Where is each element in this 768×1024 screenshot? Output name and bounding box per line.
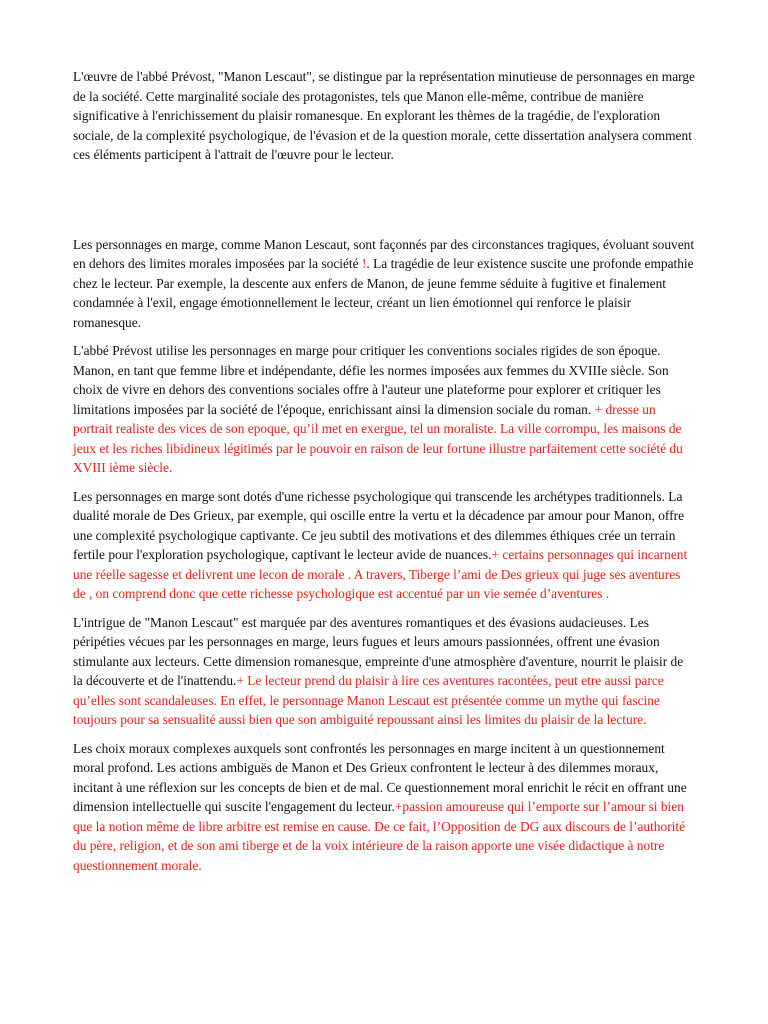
paragraph-social bbox=[73, 341, 695, 478]
paragraph-morality-annotation: +passion amoureuse qui l’emporte sur l’amour si bien que la notion même de libre arbitre est remise en cause. De ce fait, l’Opposition de DG aux discours de l’authorité du père, religion, et de son ami tiberge et de la voix intérieure de la raison apporte une visée didactique à notre questionnement morale. bbox=[73, 799, 686, 873]
paragraph-tragedy-text-b: . La tragédie de leur existence suscite une profonde empathie chez le lecteur. Par exemple, la descente aux enfers de Manon, de jeune femme séduite à fugitive et finalement condamnée à l'exil, engage émotionnellement le lecteur, créant un lien émotionnel qui renforce le plaisir romanesque. bbox=[73, 256, 694, 330]
paragraph-adventure-text: L'intrigue de "Manon Lescaut" est marquée par des aventures romantiques et des évasions audacieuses. Les péripéties vécues par les personnages en marge, leurs fugues et leurs amours passionnées, offrent une évasion stimulante aux lecteurs. Cette dimension romanesque, empreinte d'une atmosphère d'aventure, nourrit le plaisir de la découverte et de l'inattendu. bbox=[73, 614, 684, 688]
intro-text: L'œuvre de l'abbé Prévost, "Manon Lescaut", se distingue par la représentation minutieuse de personnages en marge de la société. Cette marginalité sociale des protagonistes, tels que Manon elle-même, contribue de manière significative à l'enrichissement du plaisir romanesque. En explorant les thèmes de la tragédie, de l'exploration sociale, de la complexité psychologique, de l'évasion et de la question morale, cette dissertation analysera comment ces éléments participent à l'attrait de l'œuvre pour le lecteur. bbox=[73, 69, 695, 162]
paragraph-tragedy bbox=[73, 235, 695, 333]
paragraph-psychology bbox=[73, 487, 695, 604]
paragraph-psychology-annotation: + certains personnages qui incarnent une réelle sagesse et delivrent une lecon de morale . A travers, Tiberge l’ami de Des grieux qui juge ses aventures de , on comprend donc que cette richesse psychologique est accentué par un vie semée d’aventures . bbox=[73, 547, 688, 601]
intro-paragraph bbox=[73, 67, 695, 165]
paragraph-tragedy-text-a: Les personnages en marge, comme Manon Lescaut, sont façonnés par des circonstances tragiques, évoluant souvent en dehors des limites morales imposées par la société bbox=[73, 236, 695, 271]
paragraph-adventure bbox=[73, 613, 695, 730]
paragraph-morality bbox=[73, 739, 695, 876]
paragraph-tragedy-red-mark: ! bbox=[361, 256, 367, 271]
document-page bbox=[73, 67, 695, 884]
paragraph-social-annotation: + dresse un portrait realiste des vices de son epoque, qu’il met en exergue, tel un moraliste. La ville corrompu, les maisons de jeux et les riches libidineux légitimés par le pouvoir en raison de leur fortune illustre parfaitement cette société du XVIII ième siècle. bbox=[73, 401, 683, 475]
paragraph-psychology-text: Les personnages en marge sont dotés d'une richesse psychologique qui transcende les archétypes traditionnels. La dualité morale de Des Grieux, par exemple, qui oscille entre la vertu et la décadence par amour pour Manon, offre une complexité psychologique captivante. Ce jeu subtil des motivations et des dilemmes éthiques crée un terrain fertile pour l'exploration psychologique, captivant le lecteur avide de nuances. bbox=[73, 488, 685, 562]
paragraph-social-text: L'abbé Prévost utilise les personnages en marge pour critiquer les conventions sociales rigides de son époque. Manon, en tant que femme libre et indépendante, défie les normes imposées aux femmes du XVIIIe siècle. Son choix de vivre en dehors des conventions sociales offre à l'auteur une plateforme pour explorer et critiquer les limitations imposées par la société de l'époque, enrichissant ainsi la dimension sociale du roman. bbox=[73, 343, 669, 417]
paragraph-adventure-annotation: + Le lecteur prend du plaisir à lire ces aventures racontées, peut etre aussi parce qu’elles sont scandaleuses. En effet, le personnage Manon Lescaut est présentée comme un mythe qui fascine toujours pour sa sensualité aussi bien que son ambiguité repoussant ainsi les limites du plaisir de la lecture. bbox=[73, 673, 664, 727]
paragraph-morality-text: Les choix moraux complexes auxquels sont confrontés les personnages en marge incitent à un questionnement moral profond. Les actions ambiguës de Manon et Des Grieux confrontent le lecteur à des dilemmes moraux, incitant à une réflexion sur les concepts de bien et de mal. Ce questionnement moral enrichit le récit en offrant une dimension intellectuelle qui suscite l'engagement du lecteur. bbox=[73, 740, 687, 814]
